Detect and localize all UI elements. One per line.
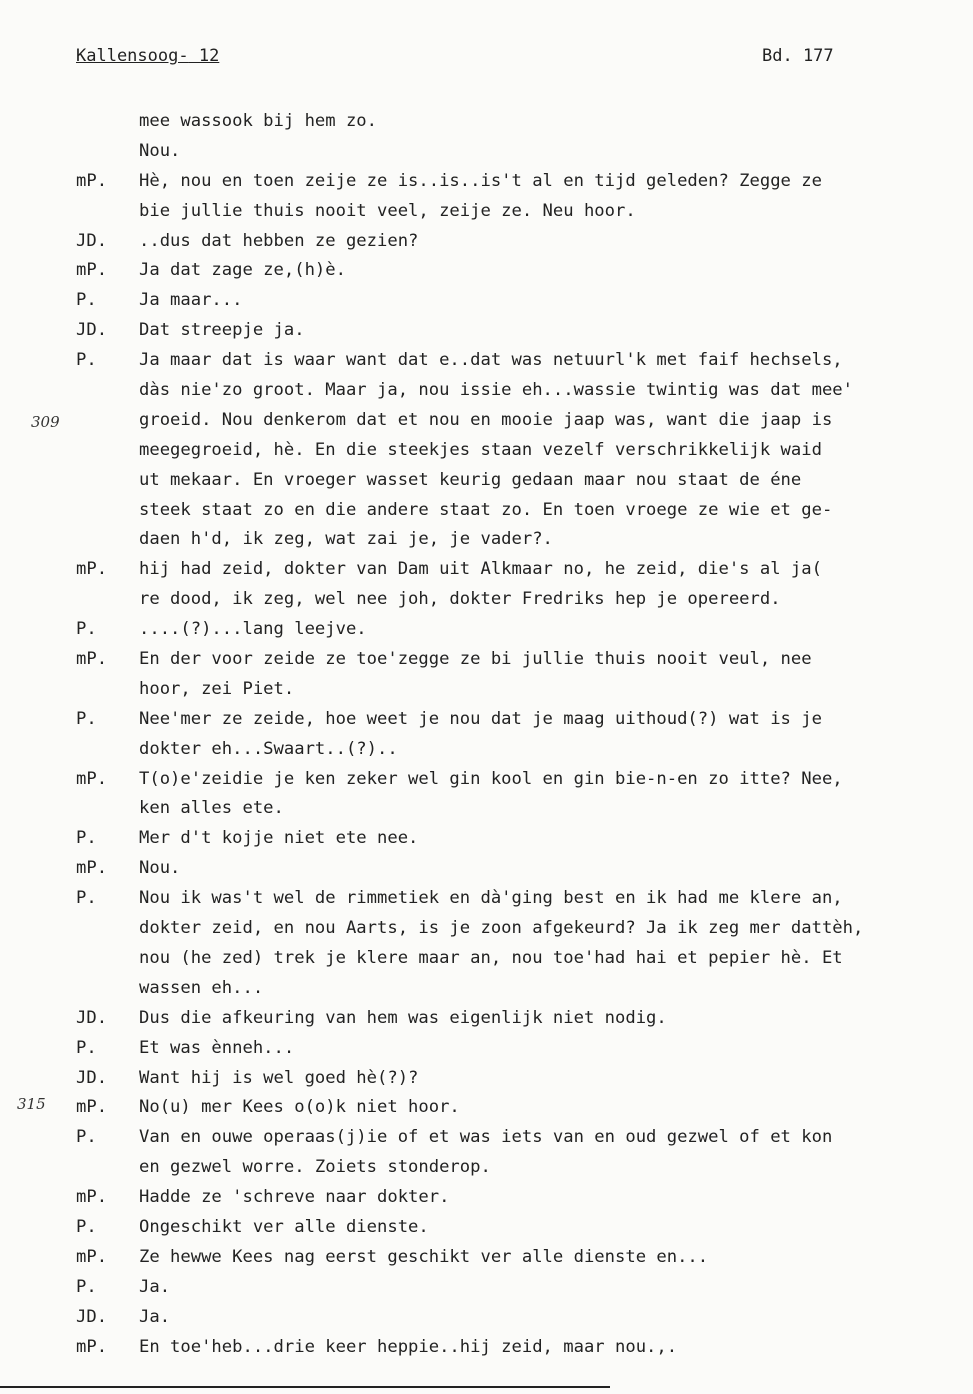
transcript-line <box>0 794 973 824</box>
utterance-text: ....(?)...lang leejve. <box>139 619 367 640</box>
transcript-line <box>0 137 973 167</box>
transcript-line <box>0 1064 973 1094</box>
transcript-line <box>0 496 973 526</box>
transcript-line <box>0 884 973 914</box>
utterance-text: En der voor zeide ze toe'zegge ze bi jullie thuis nooit veul, nee <box>139 649 812 670</box>
transcript-line <box>0 346 973 376</box>
transcript-line <box>0 645 973 675</box>
utterance-text: Hadde ze 'schreve naar dokter. <box>139 1187 450 1208</box>
speaker-label: JD. <box>76 1306 108 1327</box>
transcript-line <box>0 1303 973 1333</box>
utterance-text: Nou. <box>139 140 181 161</box>
speaker-label: JD. <box>76 320 108 341</box>
utterance-text: Ja maar dat is waar want dat e..dat was netuurl'k met faif hechsels, <box>139 350 843 371</box>
transcript-line <box>0 854 973 884</box>
transcript-line <box>0 406 973 436</box>
speaker-label: mP. <box>76 649 108 670</box>
transcript-line <box>0 316 973 346</box>
utterance-text: Ongeschikt ver alle dienste. <box>139 1216 429 1237</box>
speaker-label: JD. <box>76 1007 108 1028</box>
utterance-text: dokter zeid, en nou Aarts, is je zoon afgekeurd? Ja ik zeg mer dattèh, <box>139 918 864 939</box>
margin-note-315: 315 <box>17 1095 46 1113</box>
utterance-text: Et was ènneh... <box>139 1037 295 1058</box>
transcript-line <box>0 824 973 854</box>
speaker-label: JD. <box>76 230 108 251</box>
transcript-line <box>0 1153 973 1183</box>
utterance-text: daen h'd, ik zeg, wat zai je, je vader?. <box>139 529 553 550</box>
speaker-label: P. <box>76 1127 97 1148</box>
transcript-line <box>0 705 973 735</box>
speaker-label: P. <box>76 828 97 849</box>
speaker-label: mP. <box>76 260 108 281</box>
utterance-text: dokter eh...Swaart..(?).. <box>139 738 398 759</box>
speaker-label: mP. <box>76 170 108 191</box>
speaker-label: mP. <box>76 858 108 879</box>
utterance-text: ken alles ete. <box>139 798 284 819</box>
utterance-text: Van en ouwe operaas(j)ie of et was iets van en oud gezwel of et kon <box>139 1127 833 1148</box>
transcript-line <box>0 1004 973 1034</box>
margin-note-309: 309 <box>31 413 60 431</box>
utterance-text: mee wassook bij hem zo. <box>139 111 377 131</box>
utterance-text: steek staat zo en die andere staat zo. En toen vroege ze wie et ge- <box>139 499 833 520</box>
speaker-label: P. <box>76 619 97 640</box>
transcript-line <box>0 167 973 197</box>
utterance-text: Dus die afkeuring van hem was eigenlijk niet nodig. <box>139 1007 667 1028</box>
transcript-line <box>0 107 973 137</box>
speaker-label: mP. <box>76 1097 108 1118</box>
transcript-line <box>0 765 973 795</box>
transcript-line <box>0 1093 973 1123</box>
transcript-line <box>0 615 973 645</box>
speaker-label: mP. <box>76 1336 108 1357</box>
transcript-line <box>0 944 973 974</box>
transcript-line <box>0 675 973 705</box>
transcript-line <box>0 256 973 286</box>
utterance-text: Mer d't kojje niet ete nee. <box>139 828 419 849</box>
utterance-text: wassen eh... <box>139 977 264 998</box>
utterance-text: Want hij is wel goed hè(?)? <box>139 1067 419 1088</box>
speaker-label: P. <box>76 888 97 909</box>
transcript-line <box>0 914 973 944</box>
transcript-line <box>0 735 973 765</box>
transcript-line <box>0 227 973 257</box>
utterance-text: Ze hewwe Kees nag eerst geschikt ver alle dienste en... <box>139 1246 709 1267</box>
speaker-label: P. <box>76 290 97 311</box>
speaker-label: JD. <box>76 1067 108 1088</box>
transcript-lines <box>0 107 973 1362</box>
utterance-text: dàs nie'zo groot. Maar ja, nou issie eh...wassie twintig was dat mee' <box>139 380 853 401</box>
utterance-text: en gezwel worre. Zoiets stonderop. <box>139 1157 491 1178</box>
transcript-line <box>0 376 973 406</box>
utterance-text: groeid. Nou denkerom dat et nou en mooie jaap was, want die jaap is <box>139 409 833 430</box>
transcript-line <box>0 525 973 555</box>
transcript-line <box>0 1213 973 1243</box>
utterance-text: Ja dat zage ze,(h)è. <box>139 260 346 281</box>
utterance-text: Ja. <box>139 1306 171 1327</box>
transcript-line <box>0 1243 973 1273</box>
utterance-text: meegegroeid, hè. En die steekjes staan vezelf verschrikkelijk waid <box>139 439 822 460</box>
header-number: 12 <box>188 46 220 66</box>
speaker-label: P. <box>76 1037 97 1058</box>
transcript-line <box>0 1034 973 1064</box>
header-title: Kallensoog- 12 <box>76 46 220 66</box>
utterance-text: Dat streepje ja. <box>139 320 305 341</box>
transcript-line <box>0 1273 973 1303</box>
utterance-text: hoor, zei Piet. <box>139 678 295 699</box>
utterance-text: nou (he zed) trek je klere maar an, nou toe'had hai et pepier hè. Et <box>139 947 843 968</box>
transcript-line <box>0 1123 973 1153</box>
utterance-text: Ja maar... <box>139 290 243 311</box>
transcript-line <box>0 197 973 227</box>
utterance-text: En toe'heb...drie keer heppie..hij zeid, maar nou.,. <box>139 1336 678 1357</box>
speaker-label: mP. <box>76 768 108 789</box>
utterance-text: T(o)e'zeidie je ken zeker wel gin kool en gin bie-n-en zo itte? Nee, <box>139 768 843 789</box>
utterance-text: Nou. <box>139 858 181 879</box>
speaker-label: mP. <box>76 559 108 580</box>
utterance-text: Nou ik was't wel de rimmetiek en dà'ging best en ik had me klere an, <box>139 888 843 909</box>
speaker-label: P. <box>76 708 97 729</box>
transcript-line <box>0 974 973 1004</box>
utterance-text: ..dus dat hebben ze gezien? <box>139 230 419 251</box>
speaker-label: mP. <box>76 1187 108 1208</box>
utterance-text: Hè, nou en toen zeije ze is..is..is't al en tijd geleden? Zegge ze <box>139 170 822 191</box>
transcript-line <box>0 585 973 615</box>
transcript-line <box>0 1183 973 1213</box>
utterance-text: No(u) mer Kees o(o)k niet hoor. <box>139 1097 460 1118</box>
transcript-line <box>0 286 973 316</box>
utterance-text: hij had zeid, dokter van Dam uit Alkmaar no, he zeid, die's al ja( <box>139 559 822 580</box>
transcript-line <box>0 466 973 496</box>
transcript-line <box>0 555 973 585</box>
utterance-text: ut mekaar. En vroeger wasset keurig gedaan maar nou staat de éne <box>139 469 802 490</box>
transcript-line <box>0 1333 973 1363</box>
utterance-text: Ja. <box>139 1276 171 1297</box>
utterance-text: re dood, ik zeg, wel nee joh, dokter Fredriks hep je opereerd. <box>139 589 781 610</box>
transcript-line <box>0 436 973 466</box>
bottom-rule <box>0 1386 610 1388</box>
header-page-ref: Bd. 177 <box>762 46 834 66</box>
utterance-text: bie jullie thuis nooit veel, zeije ze. Neu hoor. <box>139 200 636 221</box>
speaker-label: P. <box>76 350 97 371</box>
speaker-label: P. <box>76 1276 97 1297</box>
speaker-label: P. <box>76 1216 97 1237</box>
speaker-label: mP. <box>76 1246 108 1267</box>
utterance-text: Nee'mer ze zeide, hoe weet je nou dat je maag uithoud(?) wat is je <box>139 708 822 729</box>
